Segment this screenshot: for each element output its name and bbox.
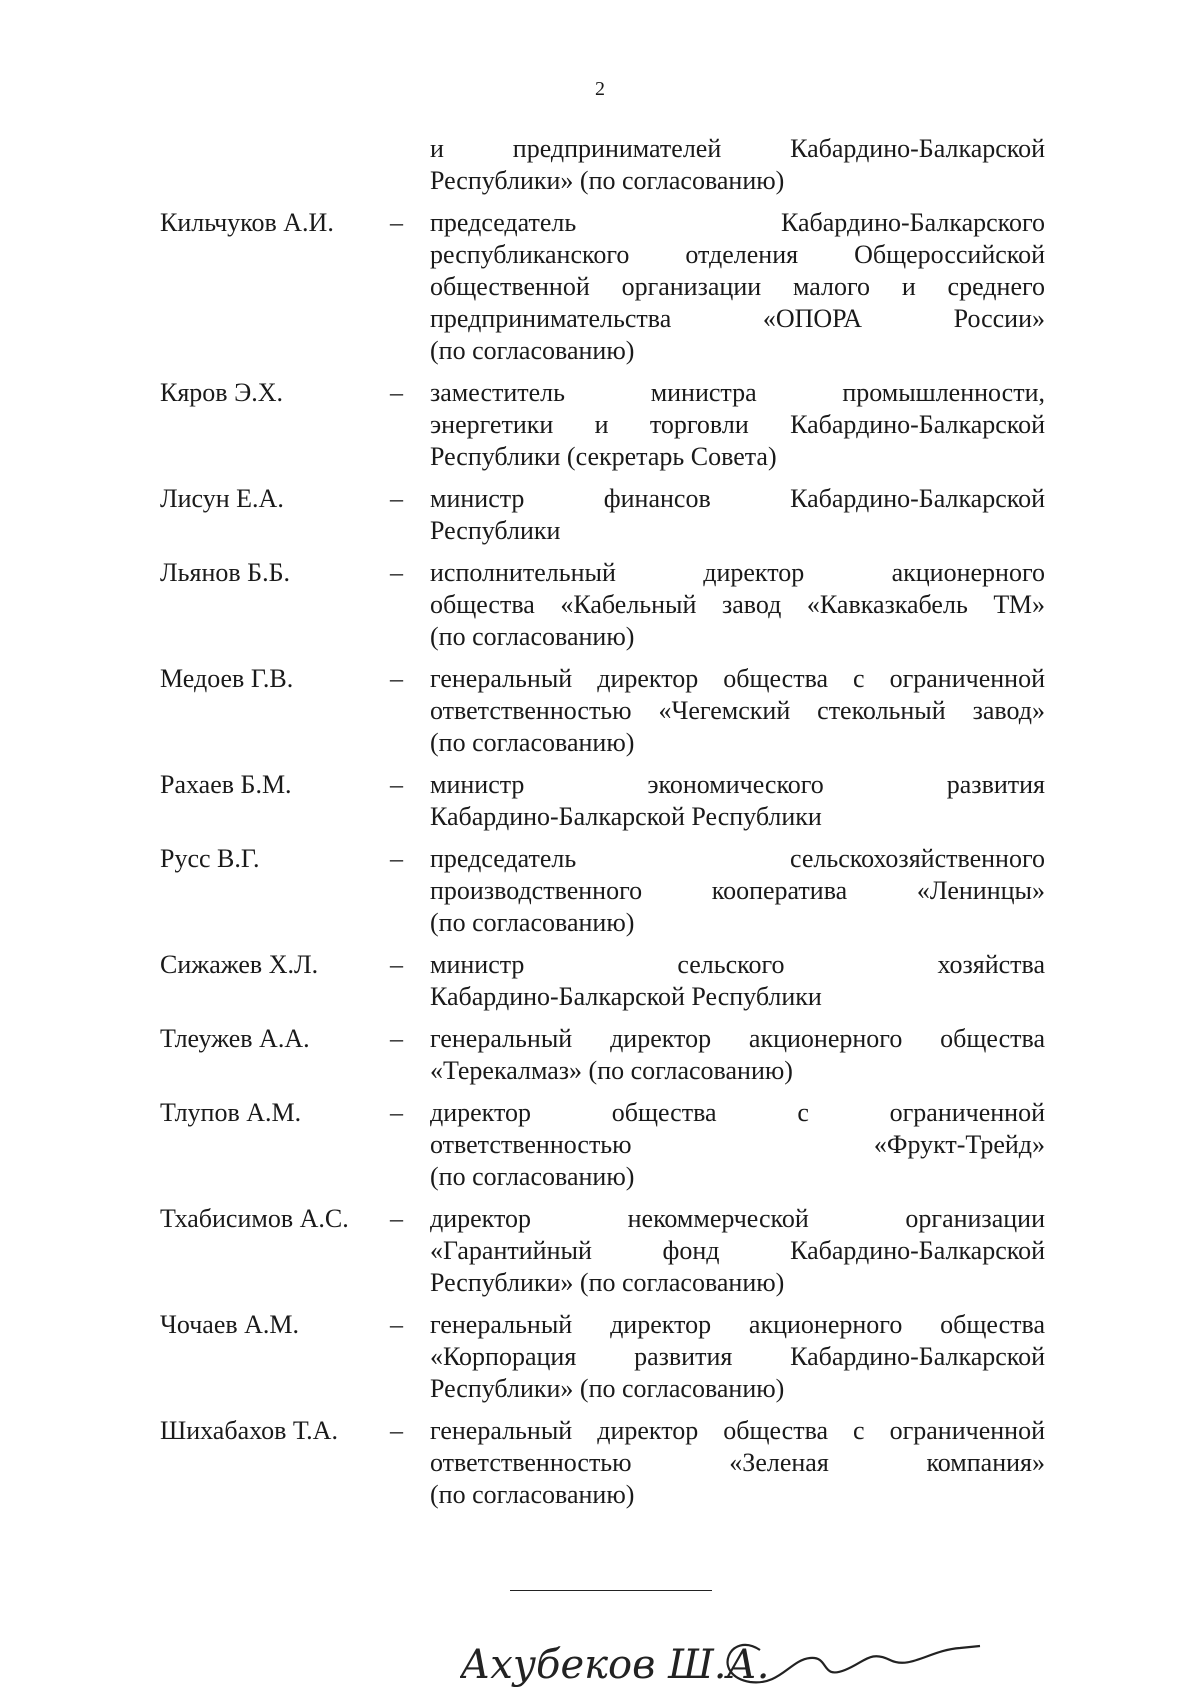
member-role-line: общества «Кабельный завод «Кавказкабель ТМ» — [430, 590, 1045, 619]
member-role-line: «Терекалмаз» (по согласованию) — [430, 1056, 793, 1085]
member-dash: – — [390, 378, 403, 407]
member-dash: – — [390, 558, 403, 587]
member-name: Медоев Г.В. — [160, 664, 294, 693]
member-role-line: директор общества с ограниченной — [430, 1098, 1045, 1127]
member-dash: – — [390, 1024, 403, 1053]
member-role — [430, 1097, 1045, 1193]
member-role-line: Республики (секретарь Совета) — [430, 442, 777, 471]
members-container — [160, 207, 1045, 1511]
member-role-line: председатель сельскохозяйственного — [430, 844, 1045, 873]
member-row — [160, 1203, 1045, 1299]
member-dash: – — [390, 1204, 403, 1233]
member-role-line: общественной организации малого и среднего — [430, 272, 1045, 301]
member-role — [430, 1309, 1045, 1405]
member-dash: – — [390, 208, 403, 237]
closing-rule — [510, 1590, 712, 1591]
member-name: Русс В.Г. — [160, 844, 260, 873]
member-row — [160, 557, 1045, 653]
member-role — [430, 769, 1045, 833]
member-role-line: (по согласованию) — [430, 1162, 635, 1191]
member-role-line: ответственностью «Зеленая компания» — [430, 1448, 1045, 1477]
member-role-line: Республики — [430, 516, 561, 545]
council-member-list — [160, 133, 1045, 1511]
member-role-line: министр финансов Кабардино-Балкарской — [430, 484, 1045, 513]
member-dash: – — [390, 1098, 403, 1127]
member-role-line: производственного кооператива «Ленинцы» — [430, 876, 1045, 905]
member-role — [430, 557, 1045, 653]
signature-name: Ахубеков Ш.А. — [460, 1642, 770, 1688]
member-dash: – — [390, 1416, 403, 1445]
member-role-line: генеральный директор общества с ограниченной — [430, 664, 1045, 693]
member-row — [160, 1309, 1045, 1405]
member-name: Тхабисимов А.С. — [160, 1204, 349, 1233]
member-row — [160, 1097, 1045, 1193]
member-row — [160, 949, 1045, 1013]
member-role-line: Кабардино-Балкарской Республики — [430, 982, 822, 1011]
member-name: Шихабахов Т.А. — [160, 1416, 338, 1445]
member-row — [160, 483, 1045, 547]
member-role-line: (по согласованию) — [430, 728, 635, 757]
member-role — [430, 663, 1045, 759]
member-name: Чочаев А.М. — [160, 1310, 300, 1339]
member-row — [160, 377, 1045, 473]
continuation-line: Республики» (по согласованию) — [430, 166, 785, 195]
member-role-line: энергетики и торговли Кабардино-Балкарской — [430, 410, 1045, 439]
member-role — [430, 207, 1045, 367]
member-dash: – — [390, 950, 403, 979]
member-role-line: исполнительный директор акционерного — [430, 558, 1045, 587]
member-role — [430, 1203, 1045, 1299]
member-role-line: Республики» (по согласованию) — [430, 1268, 785, 1297]
member-role-line: генеральный директор акционерного общества — [430, 1024, 1045, 1053]
member-name: Сижажев Х.Л. — [160, 950, 319, 979]
continuation-text — [430, 133, 1045, 197]
handwritten-signature — [460, 1620, 1020, 1695]
member-role-line: директор некоммерческой организации — [430, 1204, 1045, 1233]
member-role-line: ответственностью «Чегемский стекольный завод» — [430, 696, 1045, 725]
member-role-line: генеральный директор общества с ограниченной — [430, 1416, 1045, 1445]
member-role-line: заместитель министра промышленности, — [430, 378, 1045, 407]
member-name: Кяров Э.Х. — [160, 378, 284, 407]
member-row — [160, 1023, 1045, 1087]
member-name: Льянов Б.Б. — [160, 558, 290, 587]
member-role-line: (по согласованию) — [430, 622, 635, 651]
member-dash: – — [390, 844, 403, 873]
member-role-line: Республики» (по согласованию) — [430, 1374, 785, 1403]
member-role-line: «Корпорация развития Кабардино-Балкарской — [430, 1342, 1045, 1371]
member-row — [160, 1415, 1045, 1511]
member-name: Рахаев Б.М. — [160, 770, 292, 799]
member-row — [160, 663, 1045, 759]
member-role-line: министр экономического развития — [430, 770, 1045, 799]
member-row — [160, 207, 1045, 367]
member-role — [430, 377, 1045, 473]
member-dash: – — [390, 664, 403, 693]
member-role-line: генеральный директор акционерного общества — [430, 1310, 1045, 1339]
member-role-line: ответственностью «Фрукт-Трейд» — [430, 1130, 1045, 1159]
member-dash: – — [390, 770, 403, 799]
member-role-line: (по согласованию) — [430, 908, 635, 937]
member-role — [430, 1415, 1045, 1511]
member-role — [430, 949, 1045, 1013]
member-role-line: республиканского отделения Общероссийской — [430, 240, 1045, 269]
member-name: Тлеужев А.А. — [160, 1024, 310, 1053]
member-role-line: предпринимательства «ОПОРА России» — [430, 304, 1045, 333]
member-name: Лисун Е.А. — [160, 484, 284, 513]
member-role-line: (по согласованию) — [430, 1480, 635, 1509]
member-name: Тлупов А.М. — [160, 1098, 302, 1127]
member-name: Кильчуков А.И. — [160, 208, 334, 237]
member-role — [430, 1023, 1045, 1087]
member-row — [160, 769, 1045, 833]
member-row — [160, 843, 1045, 939]
member-role — [430, 483, 1045, 547]
member-role-line: «Гарантийный фонд Кабардино-Балкарской — [430, 1236, 1045, 1265]
member-dash: – — [390, 484, 403, 513]
member-role-line: председатель Кабардино-Балкарского — [430, 208, 1045, 237]
member-role-line: (по согласованию) — [430, 336, 635, 365]
member-dash: – — [390, 1310, 403, 1339]
page-number: 2 — [595, 78, 605, 100]
continuation-line: и предпринимателей Кабардино-Балкарской — [430, 134, 1045, 163]
member-role — [430, 843, 1045, 939]
member-role-line: Кабардино-Балкарской Республики — [430, 802, 822, 831]
member-role-line: министр сельского хозяйства — [430, 950, 1045, 979]
